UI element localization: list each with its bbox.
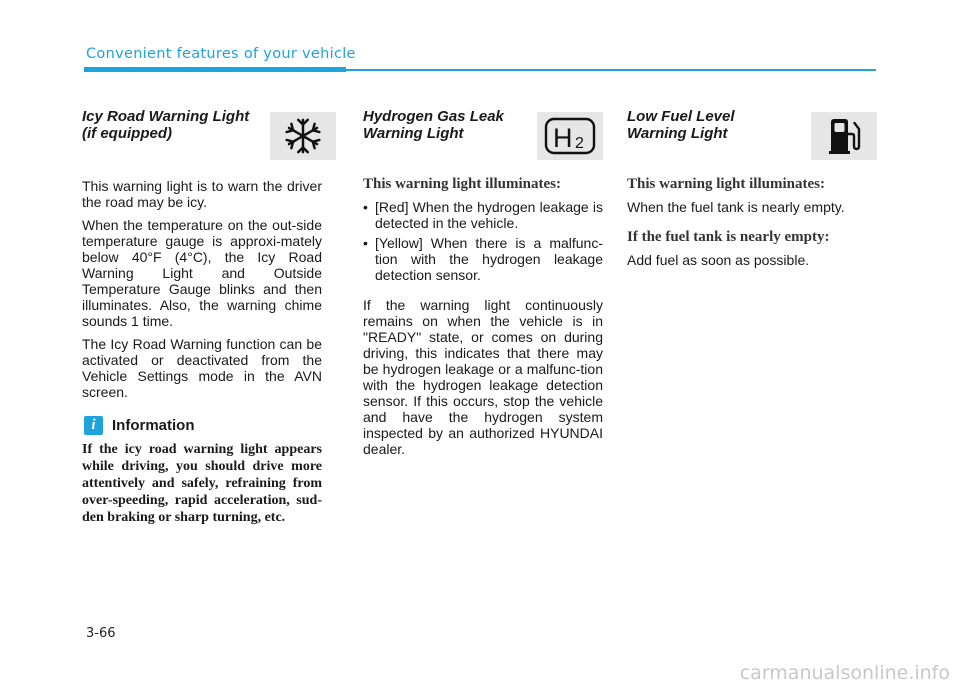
icy-paragraph: This warning light is to warn the driver the road may be icy. — [82, 178, 322, 210]
low-fuel-title: Low Fuel Level Warning Light — [627, 108, 735, 142]
header-title: Convenient features of your vehicle — [86, 46, 356, 62]
icy-paragraph: The Icy Road Warning function can be activated or deactivated from the Vehicle Settings mode in the AVN screen. — [82, 336, 322, 400]
icy-road-title: Icy Road Warning Light (if equipped) — [82, 108, 250, 142]
header-rule-thin — [346, 69, 876, 71]
watermark: carmanualsonline.info — [739, 662, 950, 684]
information-label: Information — [112, 417, 195, 434]
bullet-marker: • — [363, 235, 368, 251]
fuel-illuminates-text: When the fuel tank is nearly empty. — [627, 199, 845, 215]
hydrogen-leak-title: Hydrogen Gas Leak Warning Light — [363, 108, 504, 142]
hydrogen-illuminates-heading: This warning light illuminates: — [363, 176, 561, 192]
list-item: • [Red] When the hydrogen leakage is detected in the vehicle. — [363, 199, 603, 231]
fuel-empty-heading: If the fuel tank is nearly empty: — [627, 229, 830, 245]
information-header — [82, 416, 322, 435]
hydrogen-leak-section — [363, 108, 603, 464]
fuel-empty-text: Add fuel as soon as possible. — [627, 252, 810, 268]
icy-paragraph: When the temperature on the out-side temperature gauge is approxi-mately below 40°F (4°C), the Icy Road Warning Light and Outside Temperature Gauge blinks and then illuminates. Also, the warning chime sounds 1 time. — [82, 217, 322, 329]
h2-icon-letter: H — [553, 123, 573, 153]
fuel-illuminates-heading: This warning light illuminates: — [627, 176, 825, 192]
low-fuel-section — [627, 108, 867, 275]
snowflake-icon — [270, 112, 336, 160]
h2-icon — [537, 112, 603, 160]
list-item: • [Yellow] When there is a malfunc-tion with the hydrogen leakage detection sensor. — [363, 235, 603, 283]
header-rule-thick — [84, 67, 346, 72]
information-text: If the icy road warning light appears while driving, you should drive more attentively and safely, refraining from over-speeding, rapid acceleration, sud-den braking or sharp turning, etc. — [82, 442, 322, 525]
hydrogen-paragraph: If the warning light continuously remains on when the vehicle is in "READY" state, or comes on during driving, this indicates that there may be hydrogen leakage or a malfunc-tion with the hydrogen leakage detection sensor. If this occurs, stop the vehicle and have the hydrogen system inspected by an authorized HYUNDAI dealer. — [363, 297, 603, 457]
information-icon: i — [84, 416, 103, 435]
h2-icon-subscript: 2 — [575, 135, 584, 152]
hydrogen-bullet-list — [363, 199, 603, 283]
page-number: 3-66 — [86, 626, 116, 641]
bullet-marker: • — [363, 199, 368, 215]
icy-road-section — [82, 108, 322, 526]
fuel-pump-icon — [811, 112, 877, 160]
